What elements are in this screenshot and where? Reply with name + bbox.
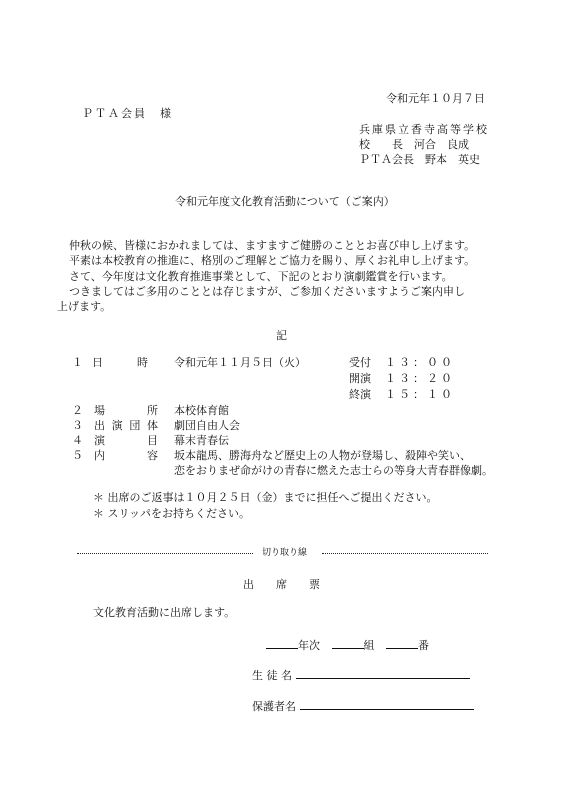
sender-principal: 校 長 河合 良成	[359, 138, 469, 151]
item-value: 令和元年１１月５日（火）	[174, 356, 306, 369]
item-value: 幕末青春伝	[174, 434, 229, 447]
guardian-name-label: 保護者名	[252, 700, 296, 713]
slip-statement: 文化教育活動に出席します。	[93, 606, 236, 619]
slip-title: 出 席 票	[243, 578, 320, 591]
body-line: つきましてはご多用のこととは存じますが、ご参加くださいますようご案内申し	[69, 284, 465, 298]
document-title: 令和元年度文化教育活動について（ご案内）	[175, 195, 395, 208]
guardian-name-row	[252, 697, 474, 714]
schedule-label: 開演	[349, 372, 371, 385]
item-label: 演 目	[94, 434, 158, 447]
sender-school: 兵庫県立香寺高等学校	[359, 123, 489, 136]
item-label: 出 演 団 体	[94, 419, 158, 432]
item-number: ２	[72, 404, 83, 417]
schedule-label: 受付	[349, 356, 371, 369]
item-number: ５	[72, 449, 83, 462]
body-line: 上げます。	[57, 300, 112, 314]
document-date: 令和元年１０月７日	[386, 92, 485, 105]
item-value: 坂本龍馬、勝海舟など歴史上の人物が登場し、殺陣や笑い、	[174, 449, 471, 462]
student-name-field[interactable]	[296, 666, 470, 679]
schedule-label: 終演	[349, 388, 371, 401]
schedule-row	[349, 388, 455, 402]
ki-heading: 記	[276, 329, 287, 342]
guardian-name-field[interactable]	[300, 697, 474, 710]
year-field[interactable]	[266, 636, 298, 649]
cut-line-label: 切り取り線	[262, 548, 308, 558]
schedule-time: １３：００	[385, 356, 455, 369]
item-number: ４	[72, 434, 83, 447]
item-number: １	[72, 356, 83, 369]
class-field[interactable]	[332, 636, 364, 649]
schedule-row	[349, 356, 455, 370]
cut-line-right	[322, 553, 488, 554]
note-reply-deadline: ＊ 出席のご返事は１０月２５日（金）までに担任へご提出ください。	[93, 491, 438, 504]
body-text	[57, 238, 476, 314]
student-name-row	[252, 666, 470, 683]
note-slippers: ＊ スリッパをお持ちください。	[93, 507, 251, 520]
number-field[interactable]	[386, 636, 418, 649]
body-line: 平素は本校教育の推進に、格別のご理解とご協力を賜り、厚くお礼申し上げます。	[69, 254, 476, 268]
cut-line-left	[77, 553, 253, 554]
item-label: 場 所	[94, 404, 158, 417]
item-value: 本校体育館	[174, 404, 229, 417]
schedule	[349, 356, 499, 406]
body-line: 仲秋の候、皆様におかれましては、ますますご健勝のこととお喜び申し上げます。	[69, 239, 476, 252]
schedule-row	[349, 372, 455, 386]
item-number: ３	[72, 419, 83, 432]
schedule-time: １５：１０	[385, 388, 455, 401]
item-label: 内 容	[94, 449, 158, 462]
body-line: さて、今年度は文化教育推進事業として、下記のとおり演劇鑑賞を行います。	[69, 269, 453, 283]
schedule-time: １３：２０	[385, 372, 455, 385]
class-fields: 年次 組 番	[266, 636, 429, 653]
addressee: ＰＴＡ会員 様	[82, 107, 173, 120]
student-name-label: 生 徒 名	[252, 669, 292, 682]
item-label: 日 時	[92, 356, 148, 369]
item-value-continued: 恋をおりまぜ命がけの青春に燃えた志士らの等身大青春群像劇。	[174, 464, 493, 477]
sender-pta-president: ＰＴＡ会長 野本 英史	[359, 153, 480, 166]
item-value: 劇団自由人会	[174, 419, 240, 432]
